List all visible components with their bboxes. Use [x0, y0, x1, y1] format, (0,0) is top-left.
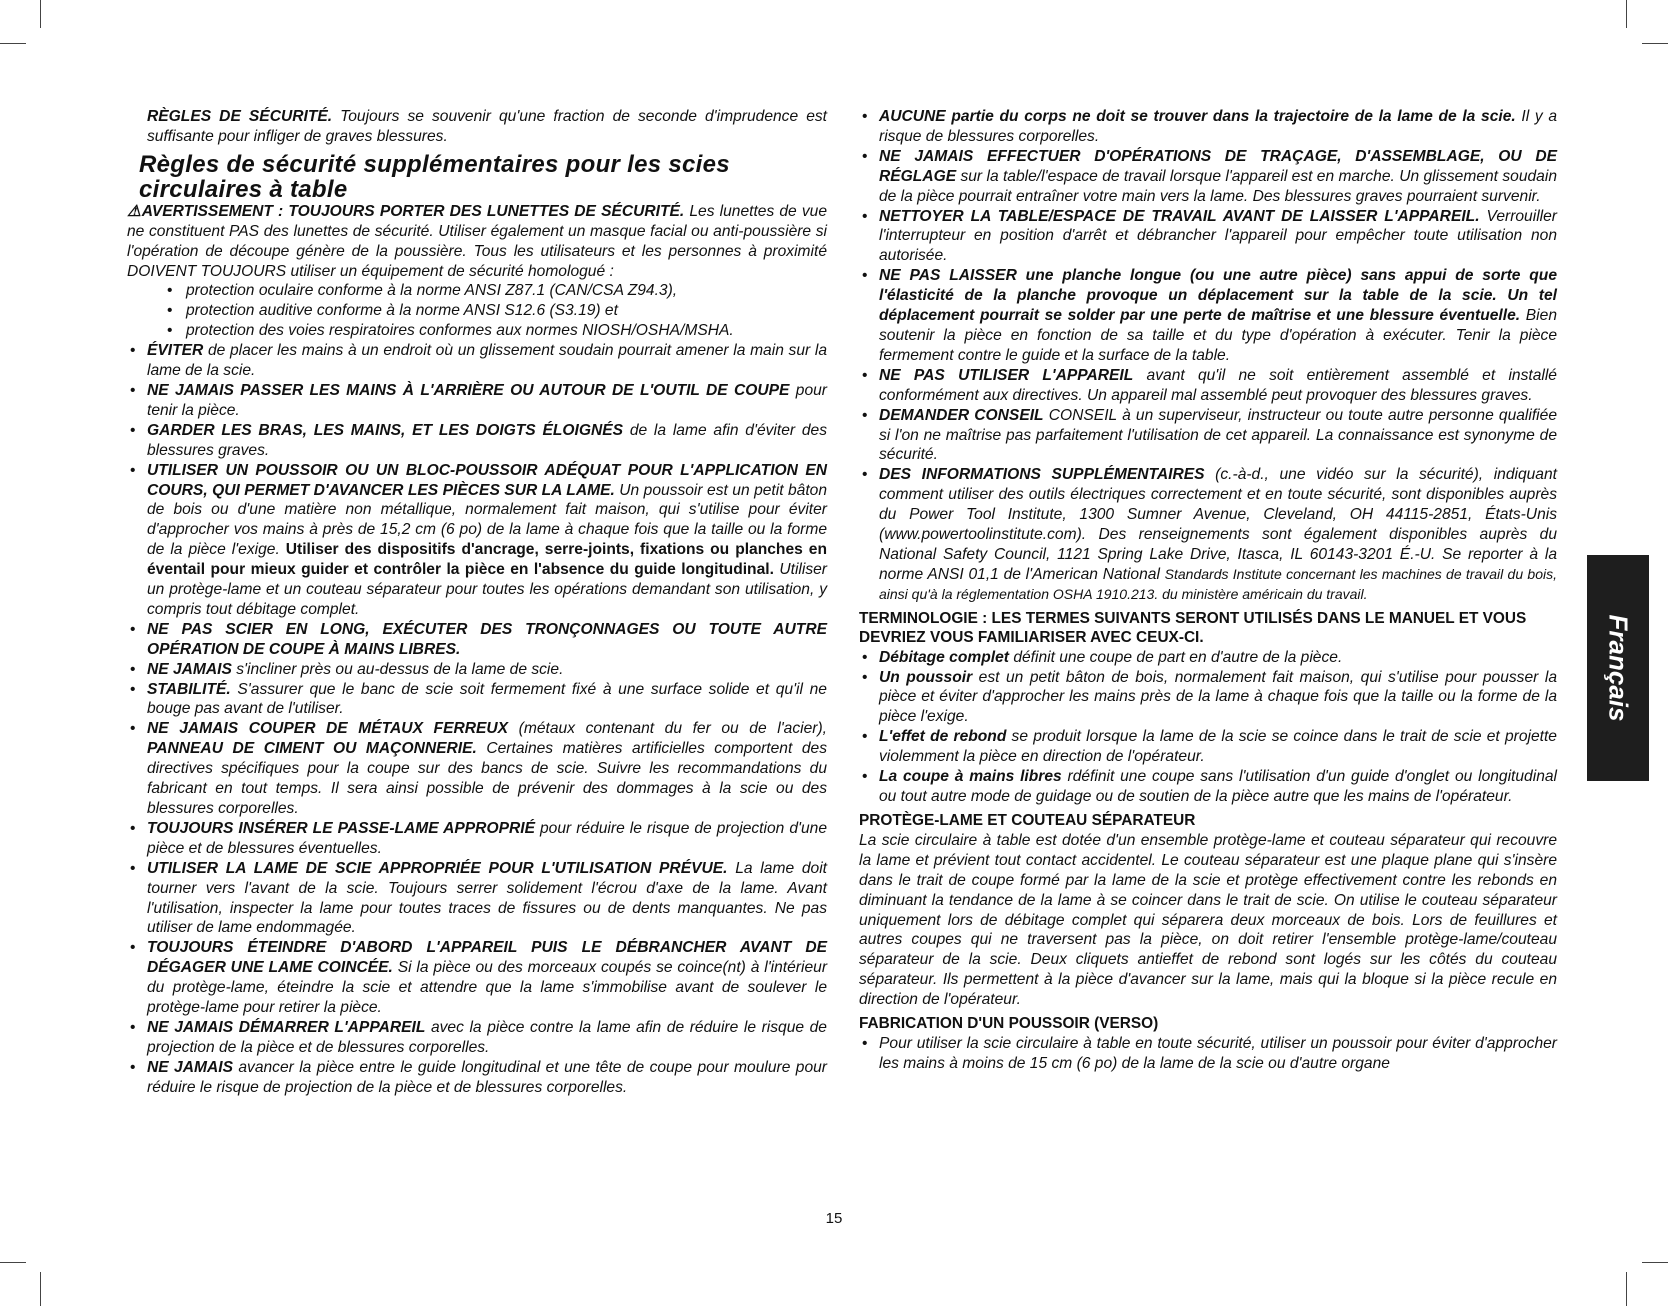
page-number: 15: [825, 1210, 843, 1227]
list-item: • NE PAS SCIER EN LONG, EXÉCUTER DES TRONÇONNAGES OU TOUTE AUTRE OPÉRATION DE COUPE À MAINS LIBRES.: [127, 620, 827, 660]
equipment-list: [127, 281, 827, 341]
list-item: • NETTOYER LA TABLE/ESPACE DE TRAVAIL AVANT DE LAISSER L'APPAREIL. Verrouiller l'interrupteur en position d'arrêt et débrancher l'appareil pour empêcher toute utilisation non autorisée.: [859, 207, 1557, 267]
crop-mark: [0, 1262, 26, 1263]
warning-paragraph: ⚠AVERTISSEMENT : TOUJOURS PORTER DES LUNETTES DE SÉCURITÉ. Les lunettes de vue ne constituent PAS des lunettes de sécurité. Utiliser également un masque facial ou anti-poussière si l'opération de découpe génère de la poussière. Tous les utilisateurs et les personnes à proximité DOIVENT TOUJOURS utiliser un équipement de sécurité homologué :: [127, 202, 828, 280]
right-column: [859, 107, 1557, 1074]
crop-mark: [1626, 0, 1627, 28]
list-item: • NE JAMAIS EFFECTUER D'OPÉRATIONS DE TRAÇAGE, D'ASSEMBLAGE, OU DE RÉGLAGE sur la table/l'espace de travail lorsque l'appareil est en marche. Un glissement soudain de la pièce pourrait entraîner votre main vers la lame. Des blessures graves pourraient survenir.: [859, 147, 1557, 207]
list-item: • NE JAMAIS PASSER LES MAINS À L'ARRIÈRE OU AUTOUR DE L'OUTIL DE COUPE pour tenir la pièce.: [127, 381, 827, 421]
list-item: • NE JAMAIS avancer la pièce entre le guide longitudinal et une tête de coupe pour moulure pour réduire le risque de projection de la pièce et de blessures corporelles.: [127, 1058, 827, 1098]
push-stick-heading: FABRICATION D'UN POUSSOIR (VERSO): [859, 1015, 1159, 1033]
list-item: • protection auditive conforme à la norme ANSI S12.6 (S3.19) et: [127, 301, 827, 321]
list-item: • NE JAMAIS COUPER DE MÉTAUX FERREUX (métaux contenant du fer ou de l'acier), PANNEAU DE CIMENT OU MAÇONNERIE. Certaines matières artificielles comportent des directives spécifiques pour la coupe sur des bancs de scie. Suivre les recommandations du fabricant en tout temps. Il sera ainsi possible de prévenir des dommages à la scie ou des blessures corporelles.: [127, 719, 827, 819]
list-item: • UTILISER LA LAME DE SCIE APPROPRIÉE POUR L'UTILISATION PRÉVUE. La lame doit tourner vers l'avant de la scie. Toujours serrer solidement l'écrou d'axe de la lame. Avant l'utilisation, inspecter la lame pour toutes traces de fissures ou de dents manquantes. Ne pas utiliser de lame endommagée.: [127, 859, 827, 939]
guard-heading: PROTÈGE-LAME ET COUTEAU SÉPARATEUR: [859, 811, 1196, 829]
list-item: • protection oculaire conforme à la norme ANSI Z87.1 (CAN/CSA Z94.3),: [127, 281, 827, 301]
list-item: • Pour utiliser la scie circulaire à table en toute sécurité, utiliser un poussoir pour éviter d'approcher les mains à moins de 15 cm (6 po) de la lame de la scie ou d'autre organe: [859, 1034, 1557, 1074]
list-item: • NE JAMAIS s'incliner près ou au-dessus de la lame de scie.: [127, 660, 827, 680]
list-item: • protection des voies respiratoires conformes aux normes NIOSH/OSHA/MSHA.: [127, 321, 827, 341]
list-item: • NE JAMAIS DÉMARRER L'APPAREIL avec la pièce contre la lame afin de réduire le risque de projection de la pièce et de blessures corporelles.: [127, 1018, 827, 1058]
intro-paragraph: RÈGLES DE SÉCURITÉ. Toujours se souvenir qu'une fraction de seconde d'imprudence est suffisante pour infliger de graves blessures.: [147, 108, 827, 145]
safety-rules-list: [127, 341, 827, 1097]
list-item: • DEMANDER CONSEIL CONSEIL à un superviseur, instructeur ou toute autre personne qualifiée si l'on ne maîtrise pas parfaitement l'utilisation de cet appareil. La connaissance est synonyme de sécurité.: [859, 406, 1557, 466]
list-item: • UTILISER UN POUSSOIR OU UN BLOC-POUSSOIR ADÉQUAT POUR L'APPLICATION EN COURS, QUI PERMET D'AVANCER LES PIÈCES SUR LA LAME. Un poussoir est un petit bâton de bois ou d'une matière non métallique, normalement fait maison, qui s'utilise pour éviter d'approcher vos mains à près de 15,2 cm (6 po) de la lame à chaque fois que la taille ou la forme de la pièce l'exige. Utiliser des dispositifs d'ancrage, serre-joints, fixations ou planches en éventail pour mieux guider et contrôler la pièce en l'absence du guide longitudinal. Utiliser un protège-lame et un couteau séparateur pour toutes les opérations demandant son utilisation, y compris tout débitage complet.: [127, 461, 827, 620]
list-item: • Débitage complet définit une coupe de part en d'autre de la pièce.: [859, 648, 1557, 668]
push-stick-list: [859, 1034, 1557, 1074]
list-item: • NE PAS UTILISER L'APPAREIL avant qu'il ne soit entièrement assemblé et installé conformément aux directives. Un appareil mal assemblé peut provoquer des blessures graves.: [859, 366, 1557, 406]
list-item: • NE PAS LAISSER une planche longue (ou une autre pièce) sans appui de sorte que l'élasticité de la planche provoque un déplacement sur la table de la scie. Un tel déplacement pourrait se solder par une perte de maîtrise et une blessure éventuelle. Bien soutenir la pièce en fonction de sa taille et du type d'opération à exécuter. Tenir la pièce fermement contre le guide et la surface de la table.: [859, 266, 1557, 366]
list-item: • AUCUNE partie du corps ne doit se trouver dans la trajectoire de la lame de la scie. Il y a risque de blessures corporelles.: [859, 107, 1557, 147]
section-heading: Règles de sécurité supplémentaires pour les scies circulaires à table: [139, 150, 730, 203]
list-item: • STABILITÉ. S'assurer que le banc de scie soit fermement fixé à une surface solide et qu'il ne bouge pas avant de l'utiliser.: [127, 680, 827, 720]
crop-mark: [1626, 1272, 1627, 1306]
list-item: • La coupe à mains libres rdéfinit une coupe sans l'utilisation d'un guide d'onglet ou longitudinal ou tout autre mode de guidage ou de soutien de la pièce autre que les mains de l'opérateur.: [859, 767, 1557, 807]
safety-rules-list-continued: [859, 107, 1557, 605]
crop-mark: [0, 43, 26, 44]
terminology-list: [859, 648, 1557, 807]
crop-mark: [1642, 43, 1668, 44]
guard-paragraph: La scie circulaire à table est dotée d'un ensemble protège-lame et couteau séparateur qui recouvre la lame et prévient tout contact accidentel. Le couteau séparateur est une plaque plane qui s'insère dans le trait de coupe formé par la lame de la scie et protège effectivement contre les rebonds en diminuant la tendance de la lame à se coincer dans le trait de scie. On utilise le couteau séparateur uniquement lors de débitage complet qui séparera deux morceaux de bois. Lors de feuillures et autres coupes qui ne traversent pas la pièce, on doit retirer l'ensemble protège-lame/couteau séparateur de la scie. Deux cliquets antieffet de rebond sont logés sur les côtés du couteau séparateur. Ils permettent à la pièce d'avancer sur la lame, mais qui la bloque si la pièce recule en direction de l'opérateur.: [859, 831, 1557, 1009]
language-tab: [1587, 555, 1649, 781]
list-item: • GARDER LES BRAS, LES MAINS, ET LES DOIGTS ÉLOIGNÉS de la lame afin d'éviter des blessures graves.: [127, 421, 827, 461]
crop-mark: [40, 0, 41, 28]
warning-icon: ⚠: [127, 202, 142, 220]
list-item: • L'effet de rebond se produit lorsque la lame de la scie se coince dans le trait de scie et projette violemment la pièce en direction de l'opérateur.: [859, 727, 1557, 767]
list-item: • TOUJOURS ÉTEINDRE D'ABORD L'APPAREIL PUIS LE DÉBRANCHER AVANT DE DÉGAGER UNE LAME COINCÉE. Si la pièce ou des morceaux coupés se coince(nt) à l'intérieur du protège-lame, éteindre la scie et attendre que la lame s'immobilise avant de soulever le protège-lame pour retirer la pièce.: [127, 938, 827, 1018]
crop-mark: [40, 1272, 41, 1306]
list-item: • TOUJOURS INSÉRER LE PASSE-LAME APPROPRIÉ pour réduire le risque de projection d'une pièce et de blessures éventuelles.: [127, 819, 827, 859]
list-item: • ÉVITER de placer les mains à un endroit où un glissement soudain pourrait amener la main sur la lame de la scie.: [127, 341, 827, 381]
terminology-heading: TERMINOLOGIE : LES TERMES SUIVANTS SERONT UTILISÉS DANS LE MANUEL ET VOUS DEVRIEZ VOUS FAMILIARISER AVEC CEUX-CI.: [859, 609, 1527, 646]
list-item: • Un poussoir est un petit bâton de bois, normalement fait maison, qui s'utilise pour pousser la pièce et éviter d'approcher les mains près de la lame à chaque fois que la taille ou la forme de la pièce l'exige.: [859, 668, 1557, 728]
language-tab-label: Français: [1603, 614, 1634, 722]
crop-mark: [1642, 1262, 1668, 1263]
left-column: [127, 107, 827, 1098]
list-item: • DES INFORMATIONS SUPPLÉMENTAIRES (c.-à-d., une vidéo sur la sécurité), indiquant comment utiliser des outils électriques correctement et en toute sécurité, sont disponibles auprès du Power Tool Institute, 1300 Sumner Avenue, Cleveland, OH 44115-2851, États-Unis (www.powertoolinstitute.com). Des renseignements sont également disponibles auprès du National Safety Council, 1121 Spring Lake Drive, Itasca, IL 60143-3201 É.-U. Se reporter à la norme ANSI 01,1 de l'American National Standards Institute concernant les machines de travail du bois, ainsi qu'à la réglementation OSHA 1910.213. du ministère américain du travail.: [859, 465, 1557, 604]
